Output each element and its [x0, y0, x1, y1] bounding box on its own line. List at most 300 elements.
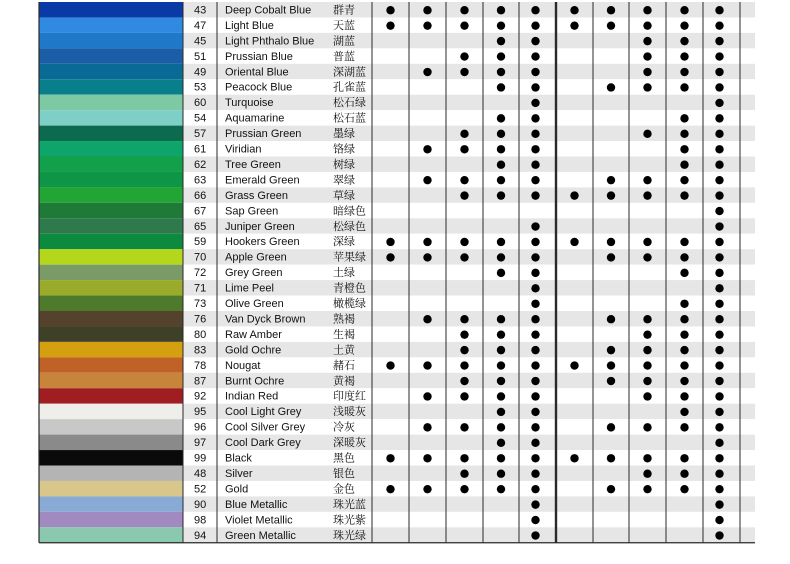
- color-name-cn: 黑色: [333, 451, 355, 465]
- color-name-cn: 普蓝: [333, 49, 355, 63]
- availability-dot: [423, 176, 431, 184]
- color-name-cn: 熟褐: [333, 312, 355, 326]
- availability-dot: [460, 6, 468, 14]
- availability-dot: [715, 176, 723, 184]
- availability-dot: [570, 361, 578, 369]
- availability-dot: [715, 361, 723, 369]
- availability-dot: [497, 408, 505, 416]
- table-row: [39, 342, 755, 357]
- table-row: [39, 249, 755, 264]
- color-name: Emerald Green: [225, 174, 300, 187]
- table-row: [39, 357, 755, 372]
- availability-dot: [531, 284, 539, 292]
- availability-dot: [531, 68, 539, 76]
- availability-dot: [715, 423, 723, 431]
- table-row: [39, 187, 755, 202]
- availability-dot: [460, 21, 468, 29]
- availability-dot: [643, 6, 651, 14]
- availability-dot: [423, 145, 431, 153]
- availability-dot: [531, 191, 539, 199]
- availability-dot: [386, 361, 394, 369]
- color-name: Green Metallic: [225, 529, 296, 542]
- availability-dot: [497, 439, 505, 447]
- availability-dot: [715, 300, 723, 308]
- availability-dot: [497, 176, 505, 184]
- availability-dot: [607, 191, 615, 199]
- availability-dot: [680, 114, 688, 122]
- color-name-cn: 天蓝: [333, 18, 355, 32]
- availability-dot: [607, 377, 615, 385]
- color-code: 43: [194, 4, 207, 17]
- color-name-cn: 土黄: [333, 343, 355, 357]
- color-name-cn: 暗绿色: [333, 204, 366, 218]
- table-row: [39, 373, 755, 388]
- color-swatch: [39, 17, 183, 32]
- color-name: Light Blue: [225, 19, 274, 32]
- color-swatch: [39, 388, 183, 403]
- color-name: Burnt Ochre: [225, 375, 285, 388]
- availability-dot: [715, 191, 723, 199]
- color-swatch: [39, 141, 183, 156]
- availability-dot: [423, 315, 431, 323]
- availability-dot: [715, 145, 723, 153]
- color-code: 97: [194, 437, 207, 450]
- availability-dot: [460, 130, 468, 138]
- table-row: [39, 141, 755, 156]
- availability-dot: [531, 500, 539, 508]
- color-name: Light Phthalo Blue: [225, 35, 315, 48]
- row-background: [183, 141, 755, 156]
- color-name-cn: 印度红: [333, 389, 366, 403]
- color-code: 45: [194, 35, 207, 48]
- color-code: 95: [194, 406, 207, 419]
- availability-dot: [680, 238, 688, 246]
- color-code: 49: [194, 66, 207, 79]
- table-row: [39, 326, 755, 341]
- color-name: Nougat: [225, 359, 261, 372]
- color-name-cn: 铬绿: [333, 142, 355, 156]
- availability-dot: [643, 68, 651, 76]
- availability-dot: [531, 315, 539, 323]
- availability-dot: [497, 361, 505, 369]
- availability-dot: [715, 161, 723, 169]
- availability-dot: [715, 377, 723, 385]
- availability-dot: [531, 330, 539, 338]
- color-name: Apple Green: [225, 251, 287, 264]
- table-row: [39, 404, 755, 419]
- color-code: 60: [194, 97, 207, 110]
- color-name: Cool Dark Grey: [225, 437, 301, 450]
- table-row: [39, 218, 755, 233]
- color-swatch: [39, 265, 183, 280]
- availability-dot: [531, 83, 539, 91]
- availability-dot: [531, 377, 539, 385]
- table-row: [39, 311, 755, 326]
- color-name-cn: 金色: [333, 482, 355, 496]
- availability-dot: [715, 130, 723, 138]
- table-row: [39, 33, 755, 48]
- availability-dot: [497, 238, 505, 246]
- color-name: Van Dyck Brown: [225, 313, 306, 326]
- availability-dot: [643, 176, 651, 184]
- availability-dot: [643, 37, 651, 45]
- table-row: [39, 2, 755, 17]
- color-name: Silver: [225, 467, 253, 480]
- color-name-cn: 冷灰: [333, 420, 355, 434]
- availability-dot: [423, 423, 431, 431]
- color-swatch: [39, 157, 183, 172]
- table-row: [39, 388, 755, 403]
- availability-dot: [715, 454, 723, 462]
- availability-dot: [715, 52, 723, 60]
- availability-dot: [643, 52, 651, 60]
- table-row: [39, 48, 755, 63]
- color-name: Sap Green: [225, 205, 279, 218]
- color-name-cn: 珠光绿: [333, 528, 366, 542]
- color-swatch: [39, 2, 183, 17]
- color-name: Lime Peel: [225, 282, 274, 295]
- availability-dot: [531, 269, 539, 277]
- availability-dot: [680, 408, 688, 416]
- availability-dot: [531, 99, 539, 107]
- availability-dot: [460, 361, 468, 369]
- table-row: [39, 481, 755, 496]
- row-background: [183, 357, 755, 372]
- availability-dot: [643, 83, 651, 91]
- availability-dot: [680, 470, 688, 478]
- availability-dot: [497, 191, 505, 199]
- table-row: [39, 296, 755, 311]
- availability-dot: [531, 516, 539, 524]
- availability-dot: [423, 454, 431, 462]
- availability-dot: [423, 485, 431, 493]
- availability-dot: [497, 470, 505, 478]
- table-row: [39, 157, 755, 172]
- availability-dot: [497, 392, 505, 400]
- availability-dot: [531, 454, 539, 462]
- color-name: Indian Red: [225, 390, 279, 403]
- availability-dot: [607, 253, 615, 261]
- availability-dot: [607, 176, 615, 184]
- color-name: Prussian Green: [225, 128, 302, 141]
- availability-dot: [680, 346, 688, 354]
- availability-dot: [460, 377, 468, 385]
- availability-dot: [386, 6, 394, 14]
- color-code: 76: [194, 313, 207, 326]
- color-name: Hookers Green: [225, 236, 300, 249]
- color-swatch: [39, 419, 183, 434]
- availability-dot: [715, 516, 723, 524]
- color-swatch: [39, 481, 183, 496]
- availability-dot: [607, 21, 615, 29]
- color-swatch: [39, 435, 183, 450]
- table-row: [39, 126, 755, 141]
- availability-dot: [643, 361, 651, 369]
- color-swatch: [39, 496, 183, 511]
- color-swatch: [39, 33, 183, 48]
- color-swatch: [39, 218, 183, 233]
- table-row: [39, 435, 755, 450]
- availability-dot: [680, 6, 688, 14]
- color-name-cn: 翠绿: [333, 173, 355, 187]
- availability-dot: [460, 315, 468, 323]
- availability-dot: [497, 346, 505, 354]
- availability-dot: [715, 346, 723, 354]
- availability-dot: [680, 253, 688, 261]
- color-code: 73: [194, 298, 207, 310]
- availability-dot: [531, 52, 539, 60]
- availability-dot: [460, 238, 468, 246]
- availability-dot: [715, 207, 723, 215]
- availability-dot: [531, 531, 539, 539]
- availability-dot: [531, 408, 539, 416]
- availability-dot: [715, 392, 723, 400]
- availability-dot: [497, 269, 505, 277]
- availability-dot: [643, 238, 651, 246]
- availability-dot: [715, 439, 723, 447]
- availability-dot: [643, 392, 651, 400]
- color-code: 92: [194, 390, 207, 403]
- color-swatch: [39, 326, 183, 341]
- color-name: Grass Green: [225, 189, 288, 202]
- availability-dot: [460, 145, 468, 153]
- color-name-cn: 深暖灰: [333, 436, 366, 450]
- color-code: 47: [194, 19, 207, 32]
- availability-dot: [531, 361, 539, 369]
- availability-dot: [497, 423, 505, 431]
- availability-dot: [531, 300, 539, 308]
- availability-dot: [497, 377, 505, 385]
- color-swatch: [39, 450, 183, 465]
- availability-dot: [607, 238, 615, 246]
- availability-dot: [460, 191, 468, 199]
- availability-dot: [423, 238, 431, 246]
- availability-dot: [715, 114, 723, 122]
- availability-dot: [460, 253, 468, 261]
- availability-dot: [531, 6, 539, 14]
- availability-dot: [680, 269, 688, 277]
- color-name-cn: 青橙色: [333, 281, 366, 295]
- availability-dot: [386, 21, 394, 29]
- availability-dot: [570, 21, 578, 29]
- availability-dot: [460, 454, 468, 462]
- availability-dot: [643, 377, 651, 385]
- availability-dot: [531, 470, 539, 478]
- color-name: Gold Ochre: [225, 344, 282, 357]
- availability-dot: [497, 315, 505, 323]
- color-name: Aquamarine: [225, 112, 285, 125]
- availability-dot: [680, 485, 688, 493]
- color-name-cn: 松绿色: [333, 219, 366, 233]
- color-swatch: [39, 110, 183, 125]
- table-row: [39, 466, 755, 481]
- availability-dot: [643, 253, 651, 261]
- availability-dot: [497, 454, 505, 462]
- availability-dot: [715, 269, 723, 277]
- color-name: Turquoise: [225, 97, 274, 110]
- color-name-cn: 银色: [333, 466, 355, 480]
- color-code: 99: [194, 452, 207, 465]
- availability-dot: [643, 315, 651, 323]
- availability-dot: [531, 253, 539, 261]
- color-name-cn: 湖蓝: [333, 34, 355, 48]
- color-code: 98: [194, 514, 207, 527]
- availability-dot: [680, 191, 688, 199]
- availability-dot: [643, 21, 651, 29]
- availability-dot: [531, 130, 539, 138]
- color-code: 53: [194, 81, 207, 94]
- availability-dot: [497, 330, 505, 338]
- table-row: [39, 64, 755, 79]
- availability-dot: [570, 6, 578, 14]
- availability-dot: [531, 161, 539, 169]
- availability-dot: [715, 408, 723, 416]
- table-row: [39, 450, 755, 465]
- color-name: Peacock Blue: [225, 81, 293, 94]
- availability-dot: [680, 454, 688, 462]
- color-swatch: [39, 95, 183, 110]
- availability-dot: [680, 315, 688, 323]
- availability-dot: [715, 21, 723, 29]
- color-code: 48: [194, 467, 207, 480]
- color-name-cn: 土绿: [333, 266, 355, 280]
- color-name-cn: 草绿: [333, 188, 355, 202]
- color-code: 94: [194, 529, 207, 542]
- table-row: [39, 203, 755, 218]
- availability-dot: [607, 361, 615, 369]
- availability-dot: [680, 21, 688, 29]
- row-background: [183, 450, 755, 465]
- availability-dot: [643, 130, 651, 138]
- availability-dot: [423, 6, 431, 14]
- color-name: Cool Light Grey: [225, 406, 302, 419]
- color-name-cn: 深湖蓝: [333, 65, 366, 79]
- color-swatch: [39, 79, 183, 94]
- availability-dot: [497, 130, 505, 138]
- availability-dot: [680, 68, 688, 76]
- availability-dot: [715, 222, 723, 230]
- availability-dot: [497, 485, 505, 493]
- availability-dot: [460, 392, 468, 400]
- availability-dot: [680, 423, 688, 431]
- table-row: [39, 419, 755, 434]
- color-code: 83: [194, 344, 207, 357]
- availability-dot: [607, 485, 615, 493]
- color-code: 51: [194, 50, 207, 63]
- availability-dot: [643, 346, 651, 354]
- color-name-cn: 赭石: [333, 358, 355, 372]
- table-row: [39, 79, 755, 94]
- row-background: [183, 466, 755, 481]
- color-name-cn: 生褐: [333, 327, 355, 341]
- color-name: Juniper Green: [225, 220, 295, 233]
- availability-dot: [531, 392, 539, 400]
- color-swatch: [39, 126, 183, 141]
- availability-dot: [607, 83, 615, 91]
- availability-dot: [715, 284, 723, 292]
- table-row: [39, 512, 755, 527]
- availability-dot: [643, 454, 651, 462]
- color-swatch: [39, 296, 183, 311]
- color-swatch: [39, 280, 183, 295]
- availability-dot: [680, 161, 688, 169]
- availability-dot: [531, 439, 539, 447]
- availability-dot: [460, 330, 468, 338]
- availability-dot: [715, 99, 723, 107]
- availability-dot: [531, 485, 539, 493]
- color-code: 61: [194, 143, 207, 156]
- availability-dot: [680, 300, 688, 308]
- availability-dot: [531, 346, 539, 354]
- color-name-cn: 松石蓝: [333, 111, 366, 125]
- color-swatch: [39, 512, 183, 527]
- color-swatch: [39, 64, 183, 79]
- color-code: 65: [194, 220, 207, 233]
- color-name: Deep Cobalt Blue: [225, 4, 312, 17]
- color-name-cn: 树绿: [333, 157, 355, 171]
- color-name: Raw Amber: [225, 328, 282, 341]
- color-name-cn: 深绿: [333, 235, 355, 249]
- availability-dot: [680, 361, 688, 369]
- color-name-cn: 松石绿: [333, 96, 366, 110]
- table-rows: [39, 2, 755, 543]
- availability-dot: [680, 330, 688, 338]
- color-name: Prussian Blue: [225, 50, 293, 63]
- color-code: 70: [194, 251, 207, 264]
- availability-dot: [715, 6, 723, 14]
- color-swatch: [39, 187, 183, 202]
- availability-dot: [497, 6, 505, 14]
- color-name-cn: 橄榄绿: [333, 297, 366, 310]
- availability-dot: [531, 176, 539, 184]
- availability-dot: [531, 222, 539, 230]
- color-swatch: [39, 249, 183, 264]
- color-swatch: [39, 373, 183, 388]
- color-code: 90: [194, 498, 207, 511]
- availability-dot: [715, 37, 723, 45]
- availability-dot: [643, 485, 651, 493]
- availability-dot: [460, 346, 468, 354]
- availability-dot: [715, 531, 723, 539]
- availability-dot: [715, 253, 723, 261]
- availability-dot: [680, 83, 688, 91]
- availability-dot: [460, 52, 468, 60]
- availability-dot: [680, 377, 688, 385]
- availability-dot: [643, 470, 651, 478]
- color-code: 52: [194, 483, 207, 496]
- availability-dot: [680, 52, 688, 60]
- availability-dot: [680, 176, 688, 184]
- table-row: [39, 496, 755, 511]
- availability-dot: [531, 238, 539, 246]
- color-swatch: [39, 203, 183, 218]
- color-name: Oriental Blue: [225, 66, 289, 79]
- table-row: [39, 95, 755, 110]
- availability-dot: [607, 315, 615, 323]
- table-row: [39, 17, 755, 32]
- availability-dot: [497, 21, 505, 29]
- availability-dot: [460, 485, 468, 493]
- availability-dot: [497, 114, 505, 122]
- availability-dot: [423, 68, 431, 76]
- table-row: [39, 280, 755, 295]
- availability-dot: [386, 454, 394, 462]
- color-name-cn: 苹果绿: [333, 250, 366, 264]
- color-name: Grey Green: [225, 267, 283, 280]
- color-name: Black: [225, 452, 252, 465]
- color-name-cn: 黄褐: [333, 374, 355, 388]
- availability-dot: [531, 114, 539, 122]
